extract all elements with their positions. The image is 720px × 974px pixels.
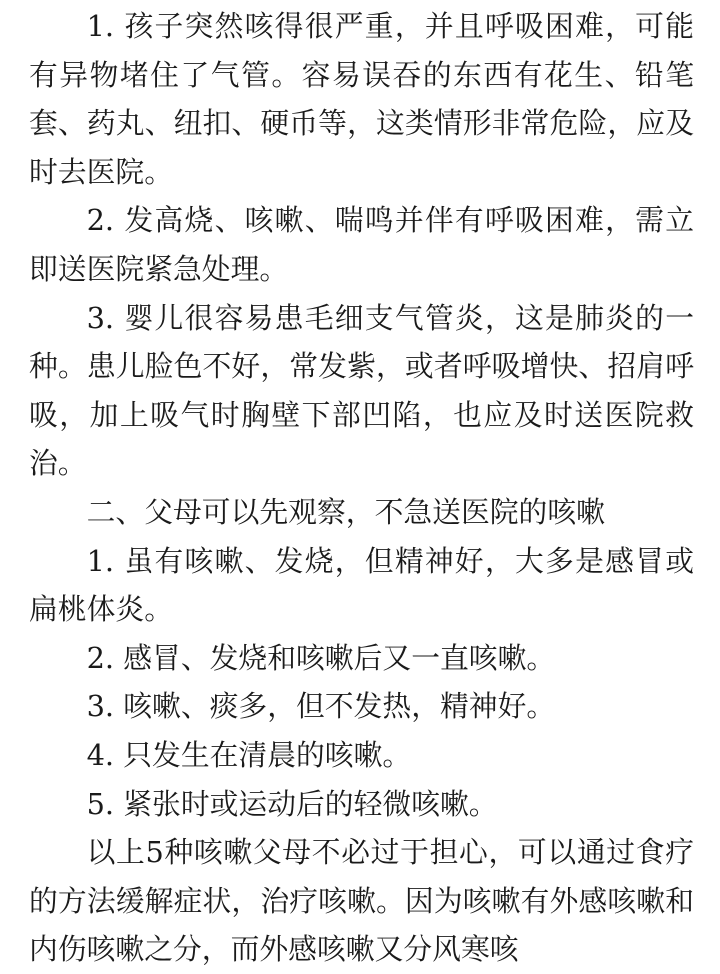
paragraph-summary: 以上5种咳嗽父母不必过于担心，可以通过食疗的方法缓解症状，治疗咳嗽。因为咳嗽有外感咳嗽和内伤咳嗽之分，而外感咳嗽又分风寒咳: [29, 835, 694, 967]
section-heading: 二、父母可以先观察，不急送医院的咳嗽: [86, 494, 605, 529]
paragraph-observe-4: 4. 只发生在清晨的咳嗽。: [86, 737, 412, 772]
paragraph-observe-2: 2. 感冒、发烧和咳嗽后又一直咳嗽。: [86, 640, 556, 675]
paragraph-urgent-3: 3. 婴儿很容易患毛细支气管炎，这是肺炎的一种。患儿脸色不好，常发紫，或者呼吸增快、招肩呼吸，加上吸气时胸壁下部凹陷，也应及时送医院救治。: [29, 300, 694, 481]
paragraph-observe-1: 1. 虽有咳嗽、发烧，但精神好，大多是感冒或扁桃体炎。: [29, 543, 694, 627]
paragraph-urgent-1: 1. 孩子突然咳得很严重，并且呼吸困难，可能有异物堵住了气管。容易误吞的东西有花生、铅笔套、药丸、纽扣、硬币等，这类情形非常危险，应及时去医院。: [29, 9, 694, 189]
paragraph-urgent-2: 2. 发高烧、咳嗽、喘鸣并伴有呼吸困难，需立即送医院紧急处理。: [29, 203, 694, 286]
paragraph-observe-3: 3. 咳嗽、痰多，但不发热，精神好。: [86, 689, 556, 724]
paragraph-observe-5: 5. 紧张时或运动后的轻微咳嗽。: [86, 786, 498, 821]
